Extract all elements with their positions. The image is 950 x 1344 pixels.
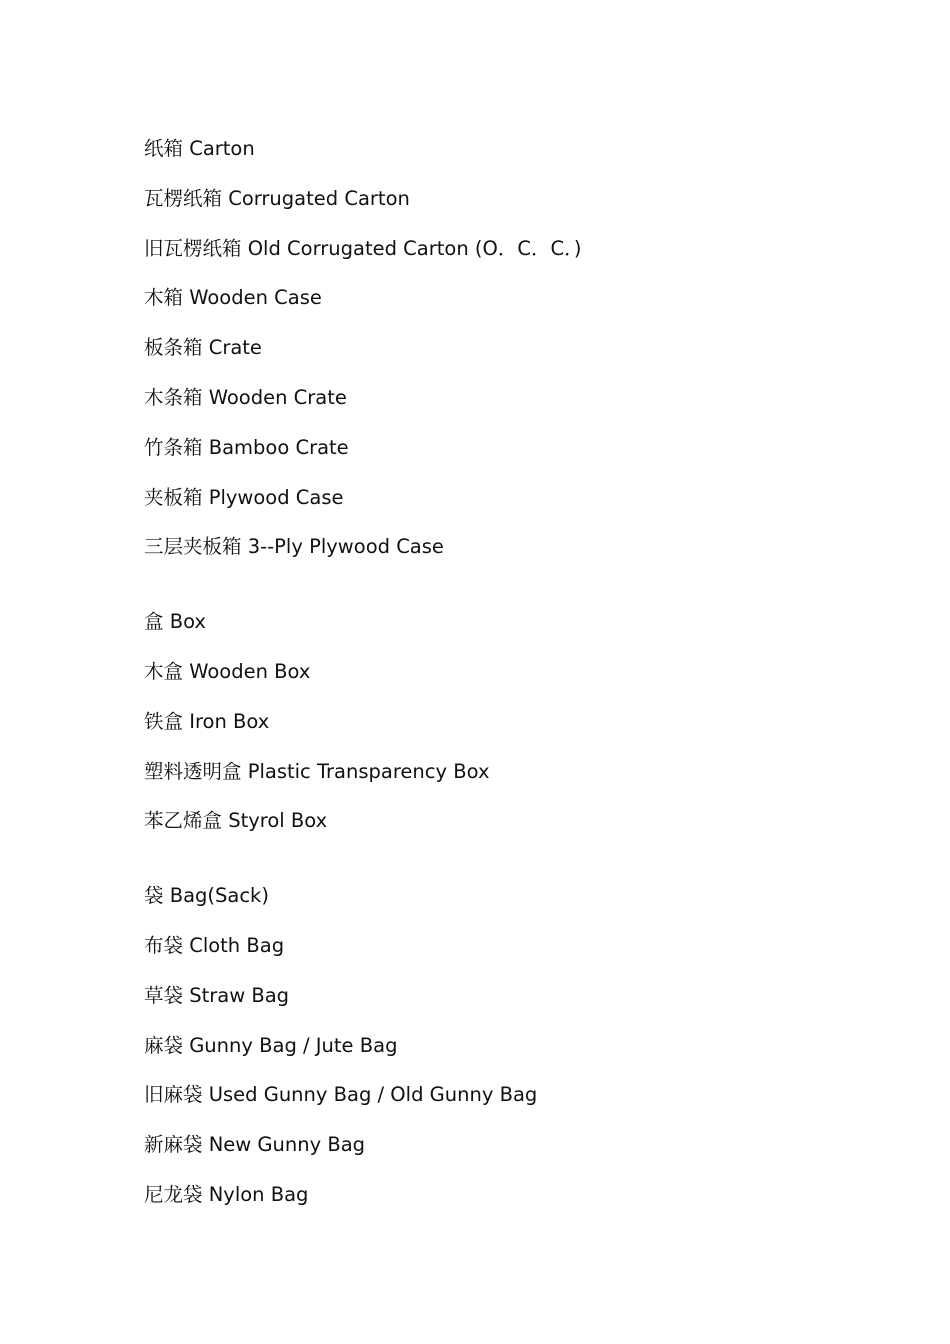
text-line: 板条箱 Crate <box>144 336 262 360</box>
group-boxes <box>144 607 844 856</box>
text-line: 袋 Bag(Sack) <box>144 884 269 908</box>
text-line: 三层夹板箱 3--Ply Plywood Case <box>144 535 444 559</box>
document-body <box>144 134 844 1230</box>
text-line: 尼龙袋 Nylon Bag <box>144 1182 309 1206</box>
text-line: 苯乙烯盒 Styrol Box <box>144 809 328 833</box>
text-line: 盒 Box <box>144 610 206 634</box>
text-line: 纸箱 Carton <box>144 137 255 160</box>
text-line: 新麻袋 New Gunny Bag <box>144 1133 366 1157</box>
group-cases <box>144 134 844 582</box>
text-line: 瓦楞纸箱 Corrugated Carton <box>144 186 410 210</box>
text-line: 草袋 Straw Bag <box>144 983 290 1007</box>
text-line: 竹条箱 Bamboo Crate <box>144 435 349 459</box>
text-line: 塑料透明盒 Plastic Transparency Box <box>144 759 490 783</box>
group-bags <box>144 881 844 1230</box>
text-line: 麻袋 Gunny Bag / Jute Bag <box>144 1033 398 1057</box>
text-line: 夹板箱 Plywood Case <box>144 485 344 509</box>
text-line: 木盒 Wooden Box <box>144 659 311 683</box>
text-line: 旧瓦楞纸箱 Old Corrugated Carton (O．C．C．) <box>144 236 582 260</box>
text-line: 布袋 Cloth Bag <box>144 933 285 957</box>
text-line: 木条箱 Wooden Crate <box>144 385 347 409</box>
text-line: 旧麻袋 Used Gunny Bag / Old Gunny Bag <box>144 1083 538 1107</box>
text-line: 铁盒 Iron Box <box>144 709 270 733</box>
text-line: 木箱 Wooden Case <box>144 286 322 310</box>
